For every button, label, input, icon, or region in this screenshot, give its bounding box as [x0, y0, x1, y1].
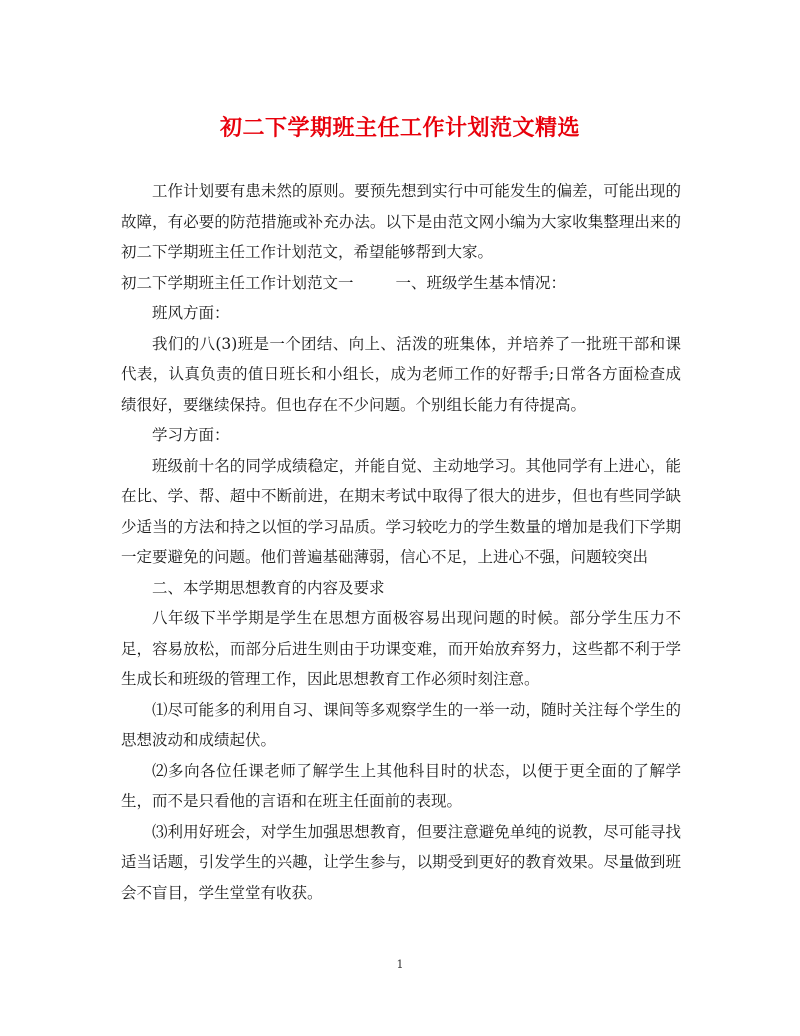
document-body: [121, 176, 681, 908]
list-item-3: ⑶利用好班会，对学生加强思想教育，但要注意避免单纯的说教，尽可能寻找适当话题，引发学生的兴趣，让学生参与，以期受到更好的教育效果。尽量做到班会不盲目，学生堂堂有收获。: [121, 822, 681, 902]
subheading-study: 学习方面：: [152, 426, 230, 444]
study-paragraph: 班级前十名的同学成绩稳定，并能自觉、主动地学习。其他同学有上进心，能在比、学、帮、超中不断前进，在期末考试中取得了很大的进步，但也有些同学缺少适当的方法和持之以恒的学习品质。学习较吃力的学生数量的增加是我们下学期一定要避免的问题。他们普遍基础薄弱，信心不足，上进心不强，问题较突出: [121, 456, 681, 566]
ideology-paragraph: 八年级下半学期是学生在思想方面极容易出现问题的时候。部分学生压力不足，容易放松，而部分后进生则由于功课变难，而开始放弃努力，这些都不利于学生成长和班级的管理工作，因此思想教育工作必须时刻注意。: [121, 609, 681, 688]
intro-paragraph: 工作计划要有患未然的原则。要预先想到实行中可能发生的偏差，可能出现的故障，有必要的防范措施或补充办法。以下是由范文网小编为大家收集整理出来的初二下学期班主任工作计划范文，希望能够帮到大家。: [121, 182, 681, 261]
page-number: 1: [396, 958, 404, 971]
document-title: 初二下学期班主任工作计划范文精选: [219, 115, 580, 141]
list-item-2: ⑵多向各位任课老师了解学生上其他科目时的状态，以便于更全面的了解学生，而不是只看他的言语和在班主任面前的表现。: [121, 761, 681, 810]
section-line: [121, 268, 681, 299]
sample-heading: 初二下学期班主任工作计划范文一: [121, 273, 354, 292]
subheading-class-style: 班风方面：: [152, 304, 230, 322]
section-heading-1: 一、班级学生基本情况：: [395, 273, 567, 292]
section-heading-2: 二、本学期思想教育的内容及要求: [152, 578, 385, 597]
list-item-1: ⑴尽可能多的利用自习、课间等多观察学生的一举一动，随时关注每个学生的思想波动和成绩起伏。: [121, 700, 681, 749]
class-style-paragraph: 我们的八(3)班是一个团结、向上、活泼的班集体，并培养了一批班干部和课代表，认真负责的值日班长和小组长，成为老师工作的好帮手;日常各方面检查成绩很好，要继续保持。但也存在不少问题。个别组长能力有待提高。: [121, 334, 681, 414]
